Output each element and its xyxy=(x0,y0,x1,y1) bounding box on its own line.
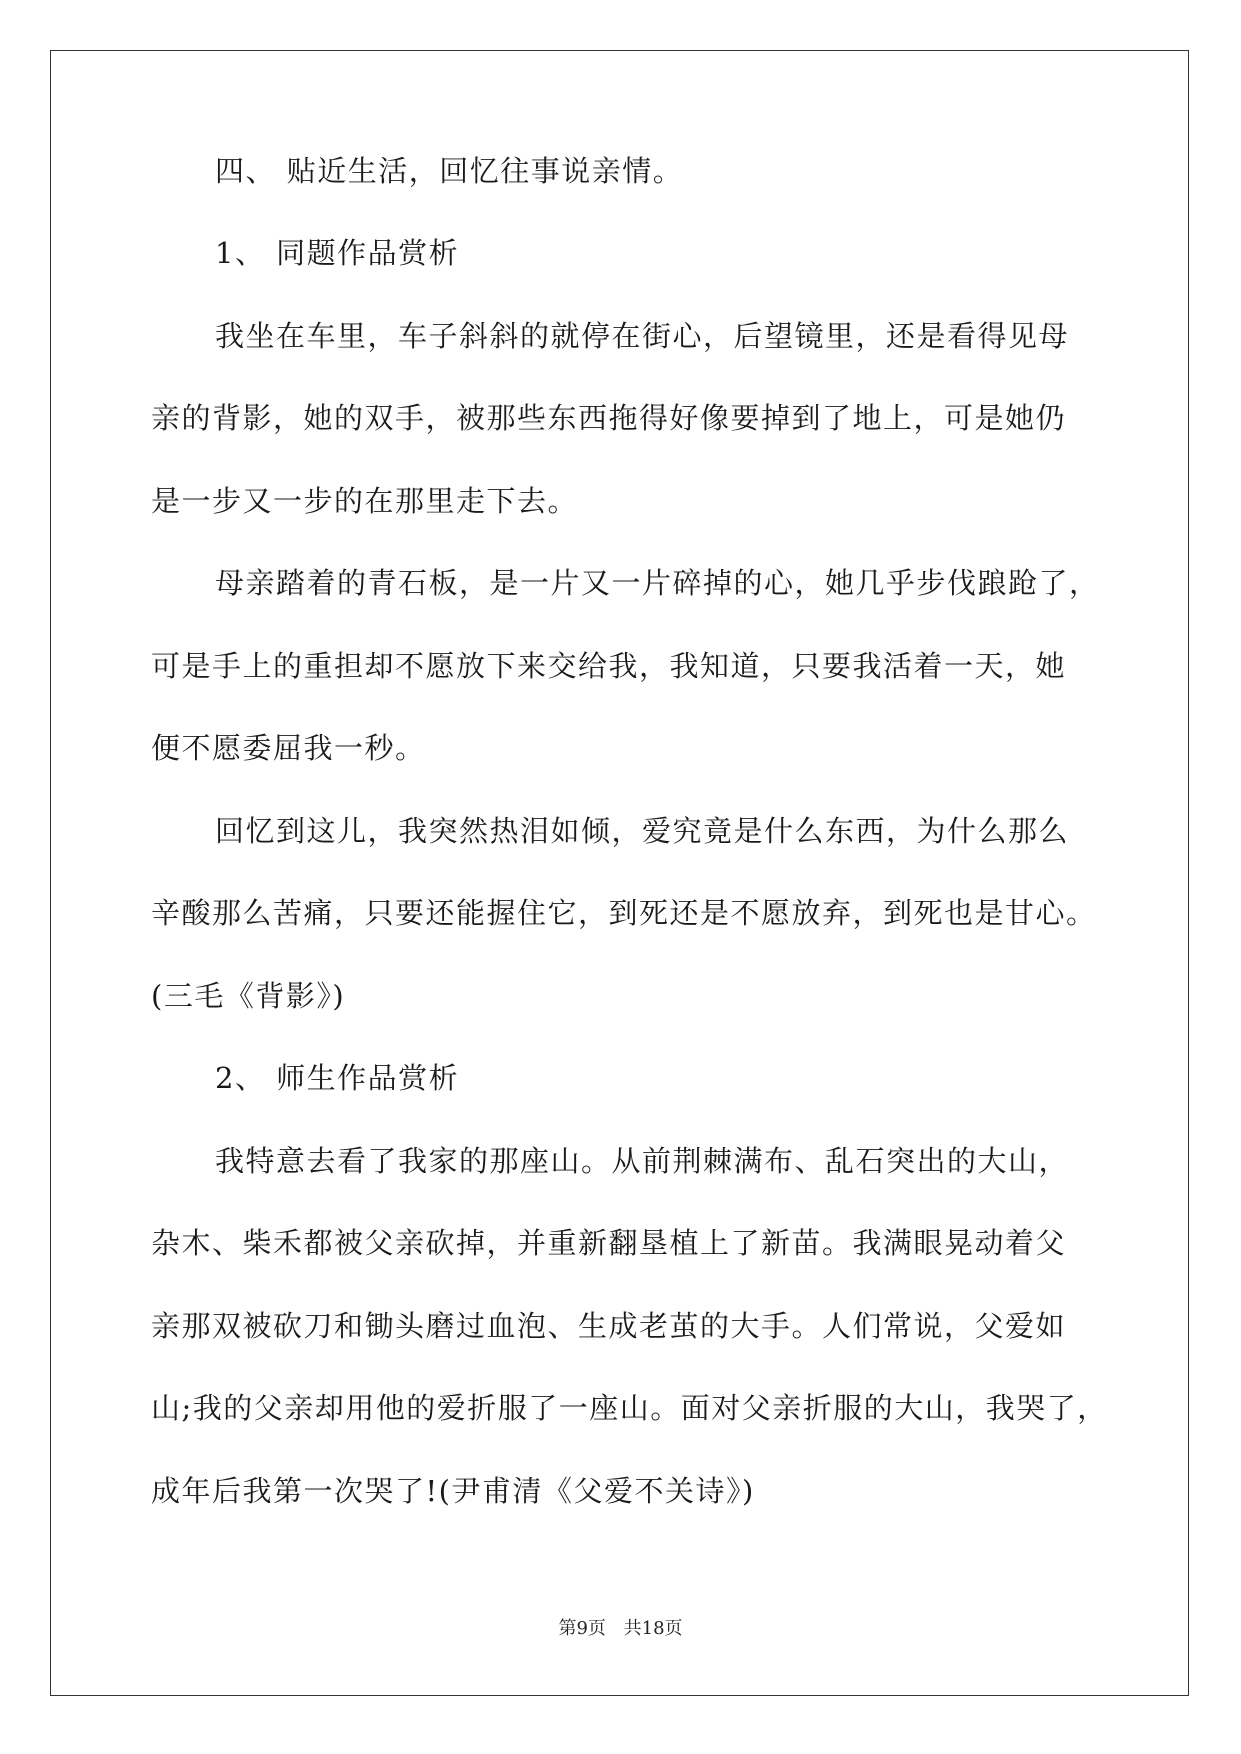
page-total: 共18页 xyxy=(623,1618,683,1639)
page-footer xyxy=(0,1617,1241,1641)
paragraph-line: 便不愿委屈我一秒。 xyxy=(151,731,426,765)
paragraph-line: 回忆到这儿，我突然热泪如倾，爱究竟是什么东西，为什么那么 xyxy=(215,814,1070,848)
paragraph-line: 亲的背影，她的双手，被那些东西拖得好像要掉到了地上，可是她仍 xyxy=(151,401,1067,435)
paragraph-line: 是一步又一步的在那里走下去。 xyxy=(151,484,579,518)
paragraph-line: 亲那双被砍刀和锄头磨过血泡、生成老茧的大手。人们常说，父爱如 xyxy=(151,1309,1067,1343)
subsection-heading: 2、 师生作品赏析 xyxy=(215,1061,460,1095)
citation: (三毛《背影》) xyxy=(151,979,346,1013)
page-number: 第9页 xyxy=(558,1618,606,1639)
paragraph-line: 成年后我第一次哭了!(尹甫清《父爱不关诗》) xyxy=(151,1474,755,1508)
paragraph-line: 我特意去看了我家的那座山。从前荆棘满布、乱石突出的大山， xyxy=(215,1144,1070,1178)
paragraph-line: 我坐在车里，车子斜斜的就停在街心，后望镜里，还是看得见母 xyxy=(215,319,1070,353)
paragraph-line: 辛酸那么苦痛，只要还能握住它，到死还是不愿放弃，到死也是甘心。 xyxy=(151,896,1097,930)
page-border xyxy=(50,50,1189,1696)
paragraph-line: 母亲踏着的青石板，是一片又一片碎掉的心，她几乎步伐踉跄了， xyxy=(215,566,1100,600)
paragraph-line: 杂木、柴禾都被父亲砍掉，并重新翻垦植上了新苗。我满眼晃动着父 xyxy=(151,1226,1067,1260)
section-heading: 四、 贴近生活，回忆往事说亲情。 xyxy=(215,154,684,188)
paragraph-line: 可是手上的重担却不愿放下来交给我，我知道，只要我活着一天，她 xyxy=(151,649,1067,683)
paragraph-line: 山;我的父亲却用他的爱折服了一座山。面对父亲折服的大山，我哭了， xyxy=(151,1391,1108,1425)
subsection-heading: 1、 同题作品赏析 xyxy=(215,236,460,270)
